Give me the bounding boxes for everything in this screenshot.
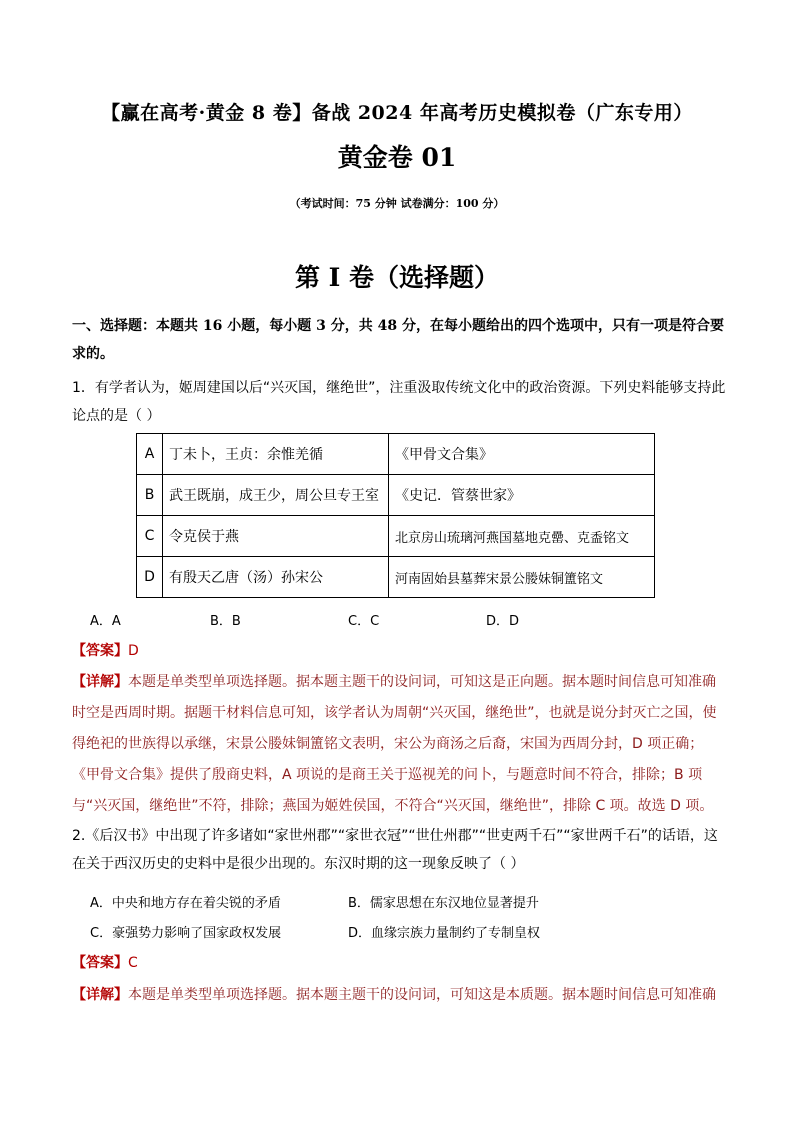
question-2-choice-d[interactable]: D．血缘宗族力量制约了专制皇权 [348, 926, 541, 941]
answer-label: 【答案】 [72, 643, 128, 659]
table-cell-source: 河南固始县墓葬宋景公媵妹铜簠铭文 [389, 557, 655, 598]
question-1-choice-c[interactable]: C．C [348, 614, 380, 629]
table-cell-source: 北京房山琉璃河燕国墓地克罍、克盉铭文 [389, 516, 655, 557]
table-cell-content: 令克侯于燕 [163, 516, 389, 557]
answer-value: C [128, 955, 138, 971]
explain-text: 本题是单类型单项选择题。据本题主题干的设问词，可知这是正向题。据本题时间信息可知准确时空是西周时期。据题干材料信息可知，该学者认为周朝“兴灭国，继绝世”，也就是说分封灭亡之国，使得绝祀的世族得以承继，宋景公媵妹铜簠铭文表明，宋公为商汤之后裔，宋国为西周分封，D 项正确；《甲骨文合集》提供了殷商史料，A 项说的是商王关于巡视羌的问卜，与题意时间不符合，排除；B 项与“兴灭国，继绝世”不符，排除；燕国为姬姓侯国，不符合“兴灭国，继绝世”，排除 C 项。故选 D 项。 [72, 674, 717, 814]
section-instruction [72, 312, 724, 368]
question-1-choice-d[interactable]: D．D [486, 614, 520, 629]
instruction-suffix: ，只有一项是符合要求的。 [72, 318, 724, 362]
table-row [137, 434, 655, 475]
table-cell-content: 丁未卜，王贞：余惟羌循 [163, 434, 389, 475]
instruction-prefix: 一、选择题：本题共 16 小题，每小题 3 分，共 48 分，在每小题给出的 [72, 318, 528, 334]
question-1-options-table [136, 433, 655, 598]
table-row [137, 475, 655, 516]
question-1-answer [72, 640, 139, 660]
question-1-choice-b[interactable]: B．B [210, 614, 241, 629]
explain-label: 【详解】 [72, 674, 128, 690]
question-2-answer [72, 952, 138, 972]
question-2-explanation [72, 980, 724, 1011]
explain-label: 【详解】 [72, 987, 128, 1003]
question-1-choice-a[interactable]: A．A [90, 614, 121, 629]
section-title: 第 I 卷（选择题） [294, 263, 500, 292]
question-2-choice-c[interactable]: C．豪强势力影响了国家政权发展 [90, 926, 282, 941]
explain-text: 本题是单类型单项选择题。据本题主题干的设问词，可知这是本质题。据本题时间信息可知准确 [128, 987, 716, 1003]
answer-value: D [128, 643, 139, 659]
exam-info: （考试时间：75 分钟 试卷满分：100 分） [289, 197, 505, 210]
table-row [137, 516, 655, 557]
table-cell-content: 武王既崩，成王少，周公旦专王室 [163, 475, 389, 516]
question-2-stem: 2.《后汉书》中出现了许多诸如“家世州郡”“家世衣冠”“世仕州郡”“世吏两千石”“家世两千石”的话语，这在关于西汉历史的史料中是很少出现的。东汉时期的这一现象反映了（ ） [72, 828, 718, 872]
document-header-title: 【赢在高考·黄金 8 卷】备战 2024 年高考历史模拟卷（广东专用） [101, 102, 693, 124]
table-cell-source: 《甲骨文合集》 [389, 434, 655, 475]
question-2-choice-a[interactable]: A．中央和地方存在着尖锐的矛盾 [90, 896, 281, 911]
question-1-stem: 1．有学者认为，姬周建国以后“兴灭国，继绝世”，注重汲取传统文化中的政治资源。下列史料能够支持此论点的是（ ） [72, 380, 726, 424]
table-cell-content: 有殷天乙唐（汤）孙宋公 [163, 557, 389, 598]
instruction-emphasis: 四个选项中 [527, 318, 598, 334]
answer-label: 【答案】 [72, 955, 128, 971]
table-row [137, 557, 655, 598]
question-1-explanation [72, 667, 724, 822]
exam-title: 黄金卷 01 [337, 143, 457, 172]
table-cell-letter: D [137, 557, 163, 598]
question-2-choice-b[interactable]: B．儒家思想在东汉地位显著提升 [348, 896, 539, 911]
table-cell-source: 《史记．管蔡世家》 [389, 475, 655, 516]
table-cell-letter: A [137, 434, 163, 475]
table-cell-letter: C [137, 516, 163, 557]
table-cell-letter: B [137, 475, 163, 516]
